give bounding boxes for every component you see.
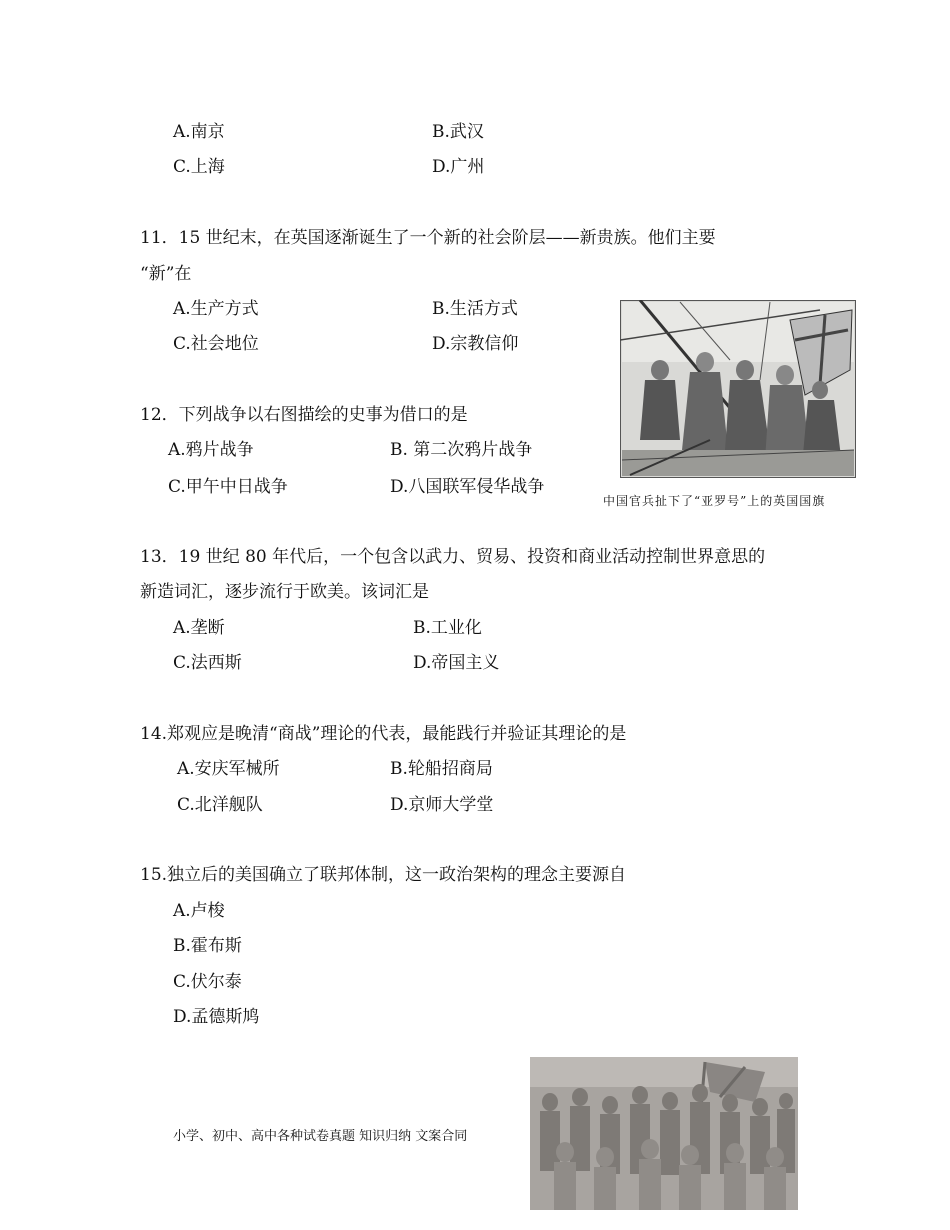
q11-stem-line2: “新”在 — [140, 264, 192, 284]
relief-sculpture-image — [530, 1057, 798, 1210]
q12-option-a: A.鸦片战争 — [168, 440, 254, 460]
q13-option-b: B.工业化 — [413, 618, 482, 638]
q14-option-a: A.安庆军械所 — [177, 759, 280, 779]
arrow-incident-illustration — [620, 300, 856, 478]
q14-stem: 14.郑观应是晚清“商战”理论的代表，最能践行并验证其理论的是 — [140, 724, 627, 744]
q10-option-b: B.武汉 — [432, 122, 484, 142]
q11-option-d: D.宗教信仰 — [432, 334, 519, 354]
q12-stem: 12．下列战争以右图描绘的史事为借口的是 — [140, 405, 468, 425]
q13-option-d: D.帝国主义 — [413, 653, 500, 673]
q15-option-d: D.孟德斯鸠 — [173, 1007, 260, 1027]
q13-stem-line1: 13．19 世纪 80 年代后，一个包含以武力、贸易、投资和商业活动控制世界意思的 — [140, 547, 766, 567]
q11-option-a: A.生产方式 — [173, 299, 259, 319]
q11-stem-line1: 11．15 世纪末，在英国逐渐诞生了一个新的社会阶层——新贵族。他们主要 — [140, 228, 716, 248]
q15-option-a: A.卢梭 — [173, 901, 225, 921]
q15-option-b: B.霍布斯 — [173, 936, 242, 956]
q15-stem: 15.独立后的美国确立了联邦体制，这一政治架构的理念主要源自 — [140, 865, 627, 885]
q14-option-b: B.轮船招商局 — [390, 759, 493, 779]
q10-option-c: C.上海 — [173, 157, 225, 177]
q13-option-a: A.垄断 — [173, 618, 225, 638]
q14-option-d: D.京师大学堂 — [390, 795, 494, 815]
q12-figure-caption: 中国官兵扯下了“亚罗号”上的英国国旗 — [603, 494, 826, 508]
q13-option-c: C.法西斯 — [173, 653, 242, 673]
q12-option-b: B. 第二次鸦片战争 — [390, 440, 533, 460]
q15-option-c: C.伏尔泰 — [173, 972, 242, 992]
q14-option-c: C.北洋舰队 — [177, 795, 263, 815]
q11-option-c: C.社会地位 — [173, 334, 259, 354]
q12-option-d: D.八国联军侵华战争 — [390, 477, 545, 497]
q10-option-a: A.南京 — [173, 122, 225, 142]
q12-option-c: C.甲午中日战争 — [168, 477, 288, 497]
q13-stem-line2: 新造词汇，逐步流行于欧美。该词汇是 — [140, 582, 429, 602]
q11-option-b: B.生活方式 — [432, 299, 518, 319]
q10-option-d: D.广州 — [432, 157, 485, 177]
footer-text: 小学、初中、高中各种试卷真题 知识归纳 文案合同 — [173, 1129, 468, 1144]
